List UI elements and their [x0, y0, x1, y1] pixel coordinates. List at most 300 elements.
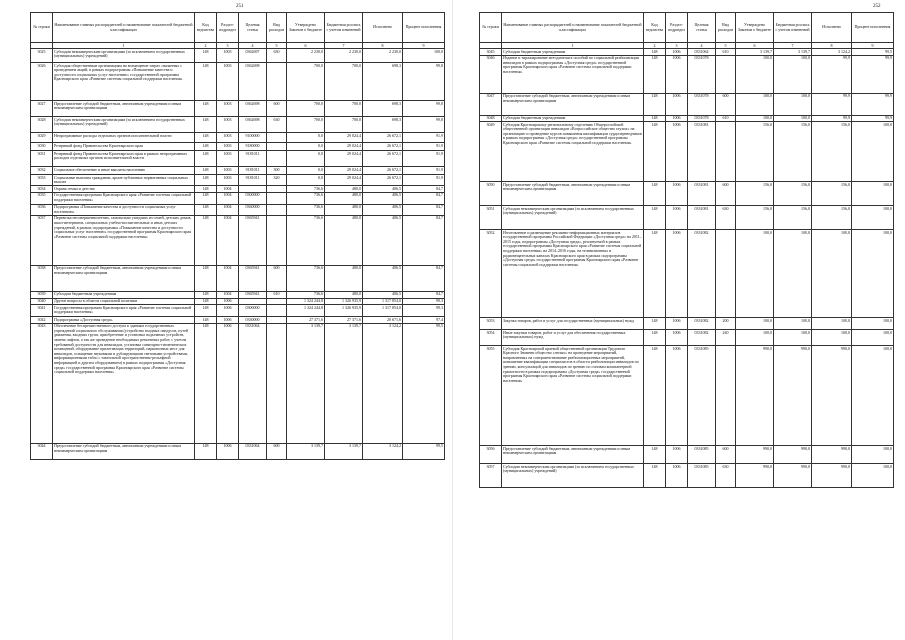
execution-percent-cell: 100,0	[852, 318, 894, 330]
approved-amount-cell: 0,0	[287, 143, 325, 151]
execution-percent-cell: 100,0	[852, 346, 894, 446]
section-cell: 1006	[666, 182, 688, 206]
section-cell: 1006	[217, 317, 239, 324]
expense-type-cell: 630	[716, 464, 736, 488]
approved-amount-cell: 156,0	[736, 122, 774, 182]
expense-type-cell	[716, 230, 736, 318]
row-number-cell: 3049	[480, 122, 502, 182]
table-row	[480, 49, 894, 56]
department-code-cell: 148	[195, 298, 217, 305]
table-row	[31, 204, 445, 215]
executed-amount-cell: 156,0	[812, 182, 852, 206]
row-number-cell: 3039	[31, 291, 53, 298]
execution-percent-cell: 99,5	[403, 443, 445, 459]
budget-schedule-cell: 100,0	[774, 330, 812, 346]
row-number-cell: 3035	[31, 192, 53, 204]
section-cell: 1006	[666, 122, 688, 182]
description-cell: Субсидия Красноярскому региональному отделению Общероссийской общественной организации инвалидов «Всероссийское общество глухих» на организацию и проведение курсов повышения квалификации сурдопереводчиков в рамках подпрограммы «Доступная среда» государственной программы Красноярского края «Развитие системы социальной поддержки населения»	[502, 122, 644, 182]
row-number-cell: 3033	[31, 175, 53, 186]
budget-schedule-cell: 990,0	[774, 464, 812, 488]
expense-type-cell: 600	[716, 446, 736, 464]
budget-schedule-cell: 700,0	[325, 117, 363, 133]
target-article-cell: 0331082	[688, 230, 716, 318]
approved-amount-cell: 990,0	[736, 346, 774, 446]
approved-amount-cell: 100,0	[736, 330, 774, 346]
executed-amount-cell: 406,5	[363, 215, 403, 265]
column-index: 1	[53, 43, 195, 49]
row-number-cell: 3041	[31, 305, 53, 317]
execution-percent-cell: 99,8	[403, 63, 445, 101]
row-number-cell: 3031	[31, 151, 53, 167]
page-number: 251	[236, 4, 244, 9]
description-cell: Непрограммные расходы отдельных органов исполнительной власти	[53, 133, 195, 143]
execution-percent-cell: 100,0	[852, 182, 894, 206]
department-code-cell: 148	[644, 182, 666, 206]
department-code-cell: 148	[195, 192, 217, 204]
column-header: Исполнено	[363, 13, 403, 43]
column-header: Процент исполнения	[852, 13, 894, 43]
expense-type-cell: 630	[716, 206, 736, 230]
section-cell: 1003	[217, 49, 239, 63]
department-code-cell: 148	[644, 49, 666, 56]
expense-type-cell: 600	[716, 182, 736, 206]
column-index: 6	[287, 43, 325, 49]
row-number-cell: 3048	[480, 115, 502, 122]
column-index: 9	[403, 43, 445, 49]
approved-amount-cell: 700,0	[287, 117, 325, 133]
execution-percent-cell: 99,9	[852, 115, 894, 122]
table-row	[480, 122, 894, 182]
target-article-cell: 9181011	[239, 167, 267, 175]
executed-amount-cell: 990,0	[812, 446, 852, 464]
row-number-cell: 3042	[31, 317, 53, 324]
budget-schedule-cell: 480,0	[325, 265, 363, 291]
row-number-cell: 3057	[480, 464, 502, 488]
description-cell: Субсидии некоммерческим организациям (за исключением государственных (муниципальных) учреждений)	[53, 49, 195, 63]
section-cell: 1006	[666, 446, 688, 464]
description-cell: Резервный фонд Правительства Красноярского края	[53, 143, 195, 151]
approved-amount-cell: 736,6	[287, 192, 325, 204]
table-row	[31, 167, 445, 175]
column-index: 2	[195, 43, 217, 49]
row-number-cell: 3027	[31, 101, 53, 117]
row-number-cell: 3030	[31, 143, 53, 151]
description-cell: Предоставление субсидий бюджетным, автономным учреждениям и иным некоммерческим организациям	[502, 182, 644, 206]
approved-amount-cell: 700,0	[287, 101, 325, 117]
execution-percent-cell: 91,9	[403, 133, 445, 143]
department-code-cell: 148	[195, 305, 217, 317]
department-code-cell: 148	[644, 330, 666, 346]
column-header: Раздел-подраздел	[666, 13, 688, 43]
description-cell: Субсидии бюджетным учреждениям	[502, 49, 644, 56]
description-cell: Предоставление субсидий бюджетным, автономным учреждениям и иным некоммерческим организациям	[53, 265, 195, 291]
execution-percent-cell: 99,3	[403, 305, 445, 317]
budget-schedule-cell: 29 024,4	[325, 175, 363, 186]
budget-schedule-cell: 990,0	[774, 446, 812, 464]
executed-amount-cell: 990,0	[812, 346, 852, 446]
budget-schedule-cell: 480,0	[325, 291, 363, 298]
department-code-cell: 148	[195, 186, 217, 193]
department-code-cell: 148	[195, 443, 217, 459]
section-cell: 1006	[666, 115, 688, 122]
column-header: Утверждено Законом о бюджете	[736, 13, 774, 43]
table-row	[31, 298, 445, 305]
description-cell: Подпрограмма «Доступная среда»	[53, 317, 195, 324]
target-article-cell: 0331078	[688, 55, 716, 93]
section-cell: 1006	[666, 346, 688, 446]
target-article-cell: 9181011	[239, 175, 267, 186]
department-code-cell: 148	[644, 115, 666, 122]
expense-type-cell	[267, 143, 287, 151]
execution-percent-cell: 99,9	[852, 55, 894, 93]
department-code-cell: 148	[644, 346, 666, 446]
execution-percent-cell: 99,8	[403, 101, 445, 117]
document-page-left	[0, 0, 452, 640]
department-code-cell: 148	[195, 167, 217, 175]
column-header: Утверждено Законом о бюджете	[287, 13, 325, 43]
execution-percent-cell: 84,7	[403, 186, 445, 193]
table-row	[31, 151, 445, 167]
approved-amount-cell: 736,6	[287, 215, 325, 265]
description-cell: Изготовление и размещение рекламно-информационных материалов государственной программы Российской Федерации «Доступная среда» на 2011–2015 годы, подпрограммы «Доступная среда», реализуемой в рамках государственной программы Красноярского края «Развитие системы социальной поддержки населения» на 2014–2016 годы, на телевизионных и радиовещательных каналах Красноярского края в рамках подпрограммы «Доступная среда» государственной программы Красноярского края «Развитие системы социальной поддержки населения»	[502, 230, 644, 318]
expense-type-cell	[267, 305, 287, 317]
target-article-cell: 0331085	[688, 446, 716, 464]
executed-amount-cell: 100,0	[812, 330, 852, 346]
expense-type-cell: 300	[267, 167, 287, 175]
execution-percent-cell: 100,0	[852, 122, 894, 182]
row-number-cell: 3053	[480, 318, 502, 330]
target-article-cell: 9180000	[239, 143, 267, 151]
section-cell: 1004	[217, 265, 239, 291]
target-article-cell: 0362697	[239, 49, 267, 63]
budget-schedule-cell: 100,0	[774, 230, 812, 318]
section-cell: 1004	[217, 204, 239, 215]
executed-amount-cell: 100,0	[812, 318, 852, 330]
execution-percent-cell: 100,0	[852, 230, 894, 318]
department-code-cell: 148	[195, 291, 217, 298]
execution-percent-cell: 91,9	[403, 175, 445, 186]
description-cell: Другие вопросы в области социальной политики	[53, 298, 195, 305]
description-cell: Предоставление субсидий бюджетным, автономным учреждениям и иным некоммерческим организациям	[502, 93, 644, 115]
executed-amount-cell: 698,3	[363, 63, 403, 101]
approved-amount-cell: 990,0	[736, 446, 774, 464]
description-cell: Предоставление субсидий бюджетным, автономным учреждениям и иным некоммерческим организациям	[53, 443, 195, 459]
description-cell: Государственная программа Красноярского края «Развитие системы социальной поддержки населения»	[53, 305, 195, 317]
budget-schedule-cell: 156,0	[774, 182, 812, 206]
target-article-cell: 0331081	[688, 122, 716, 182]
description-cell: Субсидия Красноярской краевой общественной организации Трудового Красного Знамени общество слепых» на проведение мероприятий, направленных на совершенствование реабилитационных мероприятий, повышение квалификации специалистов в области реабилитации инвалидов по зрению, консультаций для инвалидов по зрению по основам компьютерной грамотности в рамках подпрограммы «Доступная среда» государственной программы Красноярского края «Развитие системы социальной поддержки населения»	[502, 346, 644, 446]
department-code-cell: 148	[195, 143, 217, 151]
section-cell: 1004	[217, 186, 239, 193]
expense-type-cell	[267, 151, 287, 167]
execution-percent-cell: 99,5	[403, 323, 445, 443]
executed-amount-cell: 156,0	[812, 122, 852, 182]
column-index: 4	[688, 43, 716, 49]
expense-type-cell	[716, 122, 736, 182]
department-code-cell: 148	[195, 117, 217, 133]
budget-schedule-cell: 29 024,4	[325, 133, 363, 143]
department-code-cell: 148	[195, 323, 217, 443]
expense-type-cell: 630	[267, 49, 287, 63]
description-cell: Охрана семьи и детства	[53, 186, 195, 193]
target-article-cell: 0365941	[239, 215, 267, 265]
expense-type-cell: 240	[716, 330, 736, 346]
description-cell: Субсидии некоммерческим организациям (за исключением государственных (муниципальных) учреждений)	[502, 206, 644, 230]
target-article-cell: 0362698	[239, 63, 267, 101]
expense-type-cell: 600	[267, 443, 287, 459]
budget-schedule-cell: 29 024,4	[325, 151, 363, 167]
column-header: Раздел-подраздел	[217, 13, 239, 43]
target-article-cell: 0331078	[688, 115, 716, 122]
section-cell: 1006	[666, 464, 688, 488]
target-article-cell	[239, 298, 267, 305]
approved-amount-cell: 1 324 244,8	[287, 298, 325, 305]
department-code-cell: 148	[644, 122, 666, 182]
expense-type-cell	[267, 186, 287, 193]
budget-schedule-cell: 27 371,6	[325, 317, 363, 324]
column-header: Наименование главных распорядителей и наименование показателей бюджетной классификации	[502, 13, 644, 43]
column-index: 8	[812, 43, 852, 49]
table-row	[480, 318, 894, 330]
row-number-cell: 3046	[480, 55, 502, 93]
executed-amount-cell: 1 317 854,0	[363, 305, 403, 317]
execution-percent-cell: 99,9	[852, 93, 894, 115]
department-code-cell: 148	[195, 317, 217, 324]
column-header: № строки	[480, 13, 502, 43]
execution-percent-cell: 100,0	[852, 464, 894, 488]
row-number-cell: 3029	[31, 133, 53, 143]
execution-percent-cell: 100,0	[403, 49, 445, 63]
department-code-cell: 148	[195, 151, 217, 167]
expense-type-cell	[267, 317, 287, 324]
table-row	[31, 49, 445, 63]
page-number: 252	[873, 4, 881, 9]
expense-type-cell	[267, 215, 287, 265]
description-cell: Субсидии некоммерческим организациям (за исключением государственных (муниципальных) учреждений)	[53, 117, 195, 133]
target-article-cell: 0331064	[688, 49, 716, 56]
expense-type-cell: 610	[716, 49, 736, 56]
executed-amount-cell: 26 672,1	[363, 167, 403, 175]
column-header: Исполнено	[812, 13, 852, 43]
row-number-cell: 3032	[31, 167, 53, 175]
header-row	[31, 13, 445, 43]
column-header: Целевая статья	[688, 13, 716, 43]
execution-percent-cell: 84,7	[403, 291, 445, 298]
section-cell: 1004	[217, 192, 239, 204]
target-article-cell: 9100000	[239, 133, 267, 143]
department-code-cell: 148	[195, 175, 217, 186]
expense-type-cell	[267, 298, 287, 305]
expense-type-cell: 600	[267, 101, 287, 117]
column-header: Процент исполнения	[403, 13, 445, 43]
executed-amount-cell: 990,0	[812, 464, 852, 488]
executed-amount-cell: 698,3	[363, 117, 403, 133]
section-cell: 1006	[666, 93, 688, 115]
approved-amount-cell: 736,6	[287, 186, 325, 193]
target-article-cell	[239, 186, 267, 193]
column-header: Код ведомства	[644, 13, 666, 43]
row-number-cell: 3037	[31, 215, 53, 265]
execution-percent-cell: 84,7	[403, 215, 445, 265]
approved-amount-cell: 3 139,7	[287, 323, 325, 443]
execution-percent-cell: 100,0	[852, 330, 894, 346]
target-article-cell: 0331082	[688, 330, 716, 346]
executed-amount-cell: 20 671,6	[363, 317, 403, 324]
row-number-cell: 3038	[31, 265, 53, 291]
approved-amount-cell: 3 139,7	[736, 49, 774, 56]
row-number-cell: 3047	[480, 93, 502, 115]
budget-schedule-cell: 156,0	[774, 206, 812, 230]
section-cell: 1006	[217, 305, 239, 317]
table-row	[480, 182, 894, 206]
executed-amount-cell: 406,5	[363, 204, 403, 215]
budget-schedule-cell: 100,0	[774, 318, 812, 330]
department-code-cell: 148	[644, 93, 666, 115]
row-number-cell: 3025	[31, 49, 53, 63]
section-cell: 1003	[217, 63, 239, 101]
expense-type-cell	[267, 204, 287, 215]
expense-type-cell	[716, 55, 736, 93]
executed-amount-cell: 26 672,1	[363, 175, 403, 186]
description-cell: Государственная программа Красноярского края «Развитие системы социальной поддержки населения»	[53, 192, 195, 204]
column-header: Бюджетная роспись с учетом изменений	[325, 13, 363, 43]
description-cell: Субсидии бюджетным учреждениям	[502, 115, 644, 122]
executed-amount-cell: 26 672,1	[363, 143, 403, 151]
executed-amount-cell: 406,5	[363, 192, 403, 204]
target-article-cell: 0331064	[239, 323, 267, 443]
expense-type-cell	[267, 323, 287, 443]
execution-percent-cell: 91,9	[403, 167, 445, 175]
expense-type-cell	[267, 133, 287, 143]
table-row	[31, 323, 445, 443]
description-cell: Иные закупки товаров, работ и услуг для обеспечения государственных (муниципальных) нужд	[502, 330, 644, 346]
budget-schedule-cell: 2 230,0	[325, 49, 363, 63]
section-cell: 1006	[666, 318, 688, 330]
description-cell: Подпрограмма «Повышение качества и доступности социальных услуг населению»	[53, 204, 195, 215]
document-page-right	[453, 0, 905, 640]
table-row	[31, 215, 445, 265]
approved-amount-cell: 156,0	[736, 182, 774, 206]
target-article-cell: 0362698	[239, 101, 267, 117]
column-index: 3	[217, 43, 239, 49]
column-index: 8	[363, 43, 403, 49]
department-code-cell: 148	[644, 55, 666, 93]
section-cell: 1006	[666, 49, 688, 56]
budget-schedule-cell: 1 326 935,9	[325, 305, 363, 317]
execution-percent-cell: 100,0	[852, 446, 894, 464]
table-row	[31, 192, 445, 204]
table-row	[480, 93, 894, 115]
executed-amount-cell: 3 124,2	[812, 49, 852, 56]
approved-amount-cell: 156,0	[736, 206, 774, 230]
expense-type-cell: 610	[716, 115, 736, 122]
row-number-cell: 3044	[31, 443, 53, 459]
row-number-cell: 3051	[480, 206, 502, 230]
row-number-cell: 3026	[31, 63, 53, 101]
department-code-cell: 148	[644, 464, 666, 488]
section-cell: 1006	[217, 443, 239, 459]
approved-amount-cell: 3 139,7	[287, 443, 325, 459]
table-row	[480, 55, 894, 93]
execution-percent-cell: 99,3	[403, 298, 445, 305]
description-cell: Социальное обеспечение и иные выплаты населению	[53, 167, 195, 175]
table-row	[31, 291, 445, 298]
approved-amount-cell: 736,6	[287, 204, 325, 215]
target-article-cell: 0365941	[239, 265, 267, 291]
table-row	[31, 186, 445, 193]
expense-type-cell: 600	[267, 265, 287, 291]
execution-percent-cell: 97,4	[403, 317, 445, 324]
table-row	[31, 175, 445, 186]
description-cell: Перевозка несовершеннолетних, самовольно ушедших из семей, детских домов, школ-интернатов, специальных учебно-воспитательных и иных детских учреждений, в рамках подпрограммы «Повышение качества и доступности социальных услуг населению» государственной программы Красноярского края «Развитие системы социальной поддержки населения»	[53, 215, 195, 265]
executed-amount-cell: 2 230,0	[363, 49, 403, 63]
column-index: 7	[325, 43, 363, 49]
row-number-cell: 3028	[31, 117, 53, 133]
column-header: Целевая статья	[239, 13, 267, 43]
column-header: № строки	[31, 13, 53, 43]
approved-amount-cell: 100,0	[736, 318, 774, 330]
executed-amount-cell: 406,5	[363, 265, 403, 291]
execution-percent-cell: 84,7	[403, 265, 445, 291]
executed-amount-cell: 3 124,2	[363, 323, 403, 443]
table-row	[31, 143, 445, 151]
execution-percent-cell: 84,7	[403, 192, 445, 204]
table-row	[480, 330, 894, 346]
description-cell: Субсидия общественным организациям на возмещение затрат, связанных с проведением акций, в рамках подпрограммы «Повышение качества и доступности социальных услуг населению» государственной программы Красноярского края «Развитие системы социальной поддержки населения»	[53, 63, 195, 101]
row-number-cell: 3034	[31, 186, 53, 193]
approved-amount-cell: 0,0	[287, 167, 325, 175]
column-index: 3	[666, 43, 688, 49]
section-cell: 1006	[217, 298, 239, 305]
column-index: 5	[267, 43, 287, 49]
section-cell: 1006	[666, 206, 688, 230]
budget-schedule-cell: 3 139,7	[325, 443, 363, 459]
budget-schedule-cell: 100,0	[774, 115, 812, 122]
executed-amount-cell: 1 317 854,0	[363, 298, 403, 305]
budget-schedule-cell: 480,0	[325, 186, 363, 193]
row-number-cell: 3056	[480, 446, 502, 464]
executed-amount-cell: 406,5	[363, 291, 403, 298]
description-cell: Предоставление субсидий бюджетным, автономным учреждениям и иным некоммерческим организациям	[53, 101, 195, 117]
department-code-cell: 148	[195, 204, 217, 215]
section-cell: 1004	[217, 291, 239, 298]
section-cell: 1006	[217, 323, 239, 443]
table-row	[480, 446, 894, 464]
target-article-cell: 0365941	[239, 291, 267, 298]
expense-type-cell: 200	[716, 318, 736, 330]
expense-type-cell: 630	[267, 117, 287, 133]
budget-schedule-cell: 480,0	[325, 215, 363, 265]
target-article-cell: 0360000	[239, 204, 267, 215]
approved-amount-cell: 100,0	[736, 115, 774, 122]
executed-amount-cell: 26 672,1	[363, 151, 403, 167]
row-number-cell: 3054	[480, 330, 502, 346]
approved-amount-cell: 0,0	[287, 133, 325, 143]
approved-amount-cell: 100,0	[736, 55, 774, 93]
budget-schedule-cell: 1 326 935,9	[325, 298, 363, 305]
table-row	[31, 265, 445, 291]
department-code-cell: 148	[195, 63, 217, 101]
executed-amount-cell: 406,5	[363, 186, 403, 193]
target-article-cell: 9181011	[239, 151, 267, 167]
target-article-cell: 0300000	[239, 305, 267, 317]
target-article-cell: 0362698	[239, 117, 267, 133]
department-code-cell: 148	[195, 265, 217, 291]
column-header: Бюджетная роспись с учетом изменений	[774, 13, 812, 43]
executed-amount-cell: 99,9	[812, 55, 852, 93]
header-row	[480, 13, 894, 43]
section-cell: 1004	[217, 215, 239, 265]
